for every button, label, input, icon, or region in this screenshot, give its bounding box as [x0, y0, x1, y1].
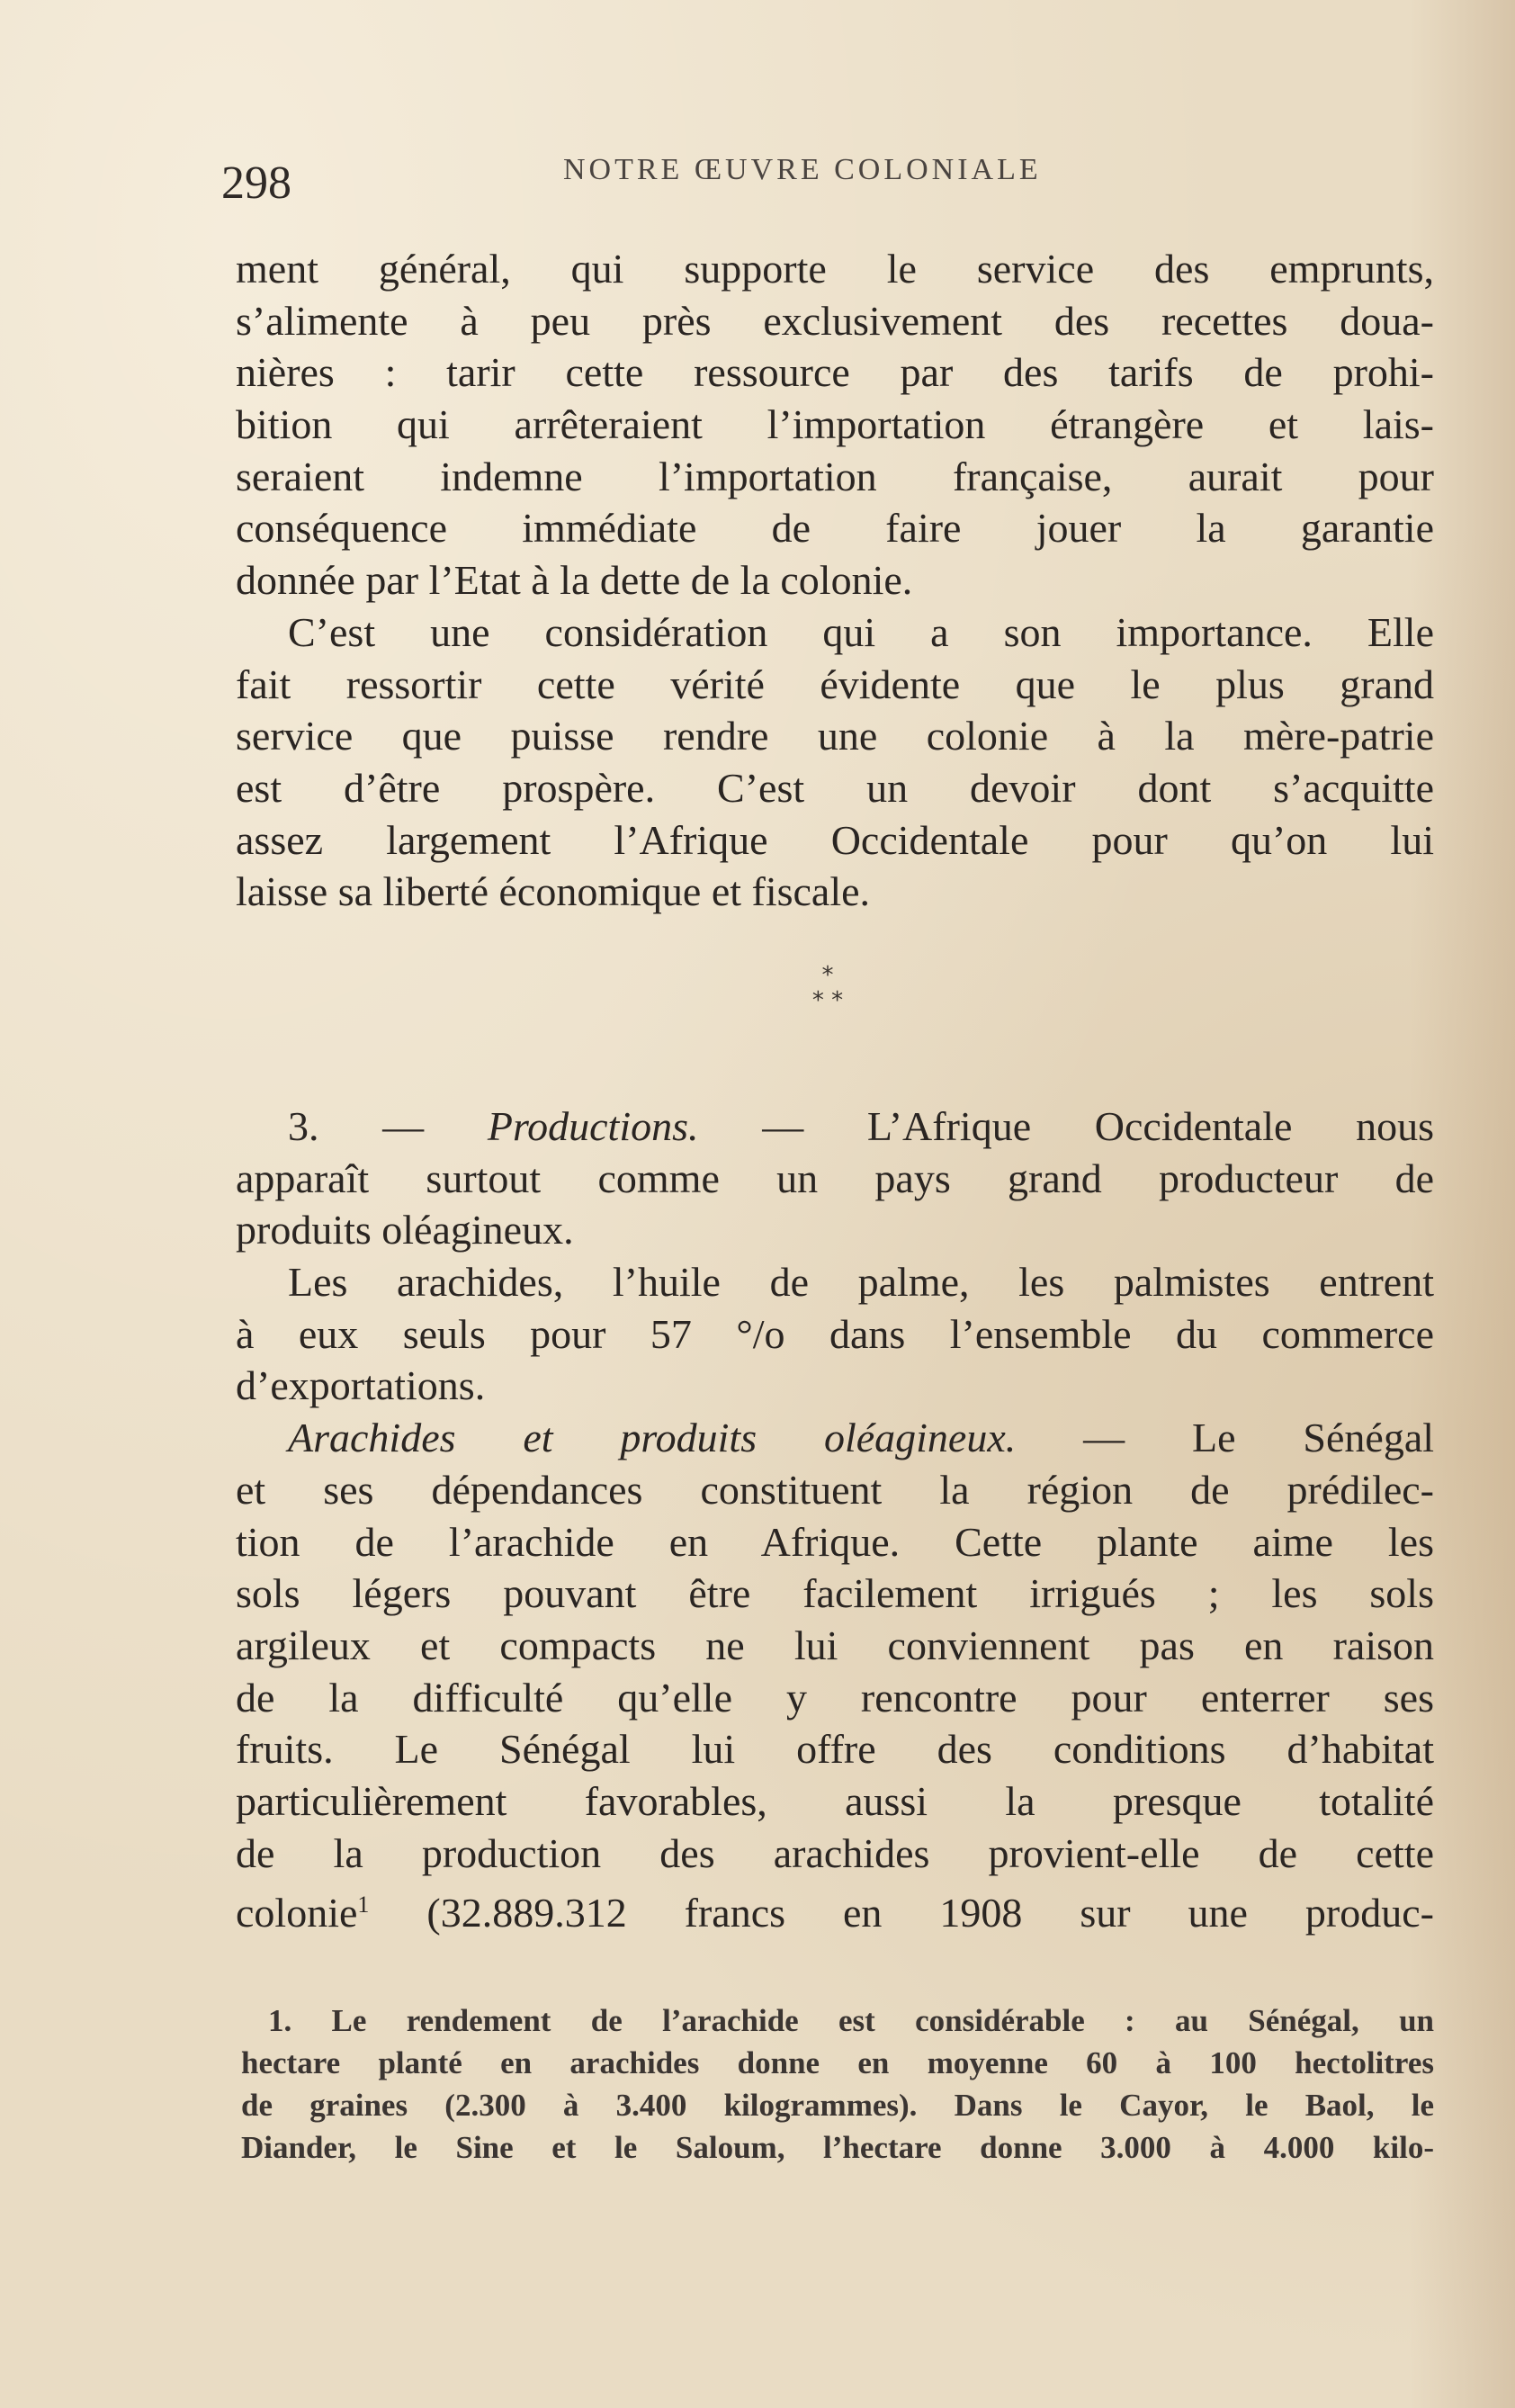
asterism-top: * [821, 962, 834, 989]
running-title: NOTRE ŒUVRE COLONIALE [563, 153, 1042, 186]
subheading-rest: — Le Sénégal [1083, 1415, 1435, 1461]
footnote-line: 1. Le rendement de l’arachide est considérable : au Sénégal, un [268, 2003, 1434, 2038]
asterism-bottom: * * [811, 987, 844, 1014]
text-line: fait ressortir cette vérité évidente que le plus grand [236, 660, 1434, 707]
text-line: bition qui arrêteraient l’importation étrangère et lais- [236, 401, 1434, 448]
subheading-line [236, 1412, 1434, 1464]
text-line: nières : tarir cette ressource par des tarifs de prohi- [236, 349, 1434, 396]
text-line: et ses dépendances constituent la région de prédilec- [236, 1466, 1434, 1513]
text-line: apparaît surtout comme un pays grand producteur de [236, 1155, 1434, 1201]
section-productions [236, 1101, 1435, 1936]
text-line: laisse sa liberté économique et fiscale. [236, 868, 871, 915]
text-line: à eux seuls pour 57 °/o dans l’ensemble du commerce [236, 1310, 1434, 1357]
text-line: Les arachides, l’huile de palme, les palmistes entrent [288, 1259, 1434, 1306]
text-line: particulièrement favorables, aussi la presque totalité [236, 1777, 1434, 1824]
text-line: tion de l’arachide en Afrique. Cette plante aime les [236, 1518, 1434, 1565]
section-heading-rest: — L’Afrique Occidentale nous [762, 1103, 1434, 1149]
text-line: ment général, qui supporte le service des emprunts, [236, 246, 1434, 292]
section-heading-line [236, 1101, 1434, 1153]
text-line: argileux et compacts ne lui conviennent pas en raison [236, 1622, 1434, 1668]
section-divider-asterism [792, 963, 864, 1013]
subheading: Arachides et produits oléagineux. [288, 1415, 1017, 1461]
text-line: d’exportations. [236, 1362, 486, 1409]
text-fragment: colonie [236, 1890, 358, 1936]
text-line: conséquence immédiate de faire jouer la garantie [236, 505, 1434, 552]
text-line: service que puisse rendre une colonie à la mère-patrie [236, 713, 1434, 759]
section-number: 3. — [288, 1103, 425, 1149]
footnote-reference[interactable]: 1 [357, 1891, 370, 1918]
body-text [236, 243, 1434, 918]
text-line: de la difficulté qu’elle y rencontre pour enterrer ses [236, 1674, 1434, 1721]
text-line: sols légers pouvant être facilement irrigués ; les sols [236, 1570, 1434, 1617]
text-line: de la production des arachides provient-elle de cette [236, 1829, 1434, 1876]
footnote [241, 1999, 1434, 2169]
text-line: est d’être prospère. C’est un devoir dont s’acquitte [236, 764, 1434, 811]
text-line: donnée par l’Etat à la dette de la colonie. [236, 557, 913, 604]
text-line-with-footnote [236, 1879, 1434, 1936]
footnote-line: Diander, le Sine et le Saloum, l’hectare donne 3.000 à 4.000 kilo- [241, 2130, 1434, 2165]
page-number: 298 [221, 157, 291, 209]
text-line: seraient indemne l’importation française, aurait pour [236, 453, 1434, 499]
section-title: Productions. [487, 1103, 699, 1149]
footnote-line: de graines (2.300 à 3.400 kilogrammes). Dans le Cayor, le Baol, le [241, 2088, 1434, 2123]
text-line: C’est une considération qui a son importance. Elle [288, 608, 1434, 655]
text-line: assez largement l’Afrique Occidentale pour qu’on lui [236, 816, 1434, 863]
text-line: s’alimente à peu près exclusivement des recettes doua- [236, 297, 1434, 344]
text-line: fruits. Le Sénégal lui offre des conditions d’habitat [236, 1726, 1434, 1773]
footnote-line: hectare planté en arachides donne en moyenne 60 à 100 hectolitres [241, 2045, 1434, 2080]
text-fragment: (32.889.312 francs en 1908 sur une produc- [426, 1890, 1434, 1936]
page-header [221, 153, 1439, 207]
text-line: produits oléagineux. [236, 1207, 574, 1253]
